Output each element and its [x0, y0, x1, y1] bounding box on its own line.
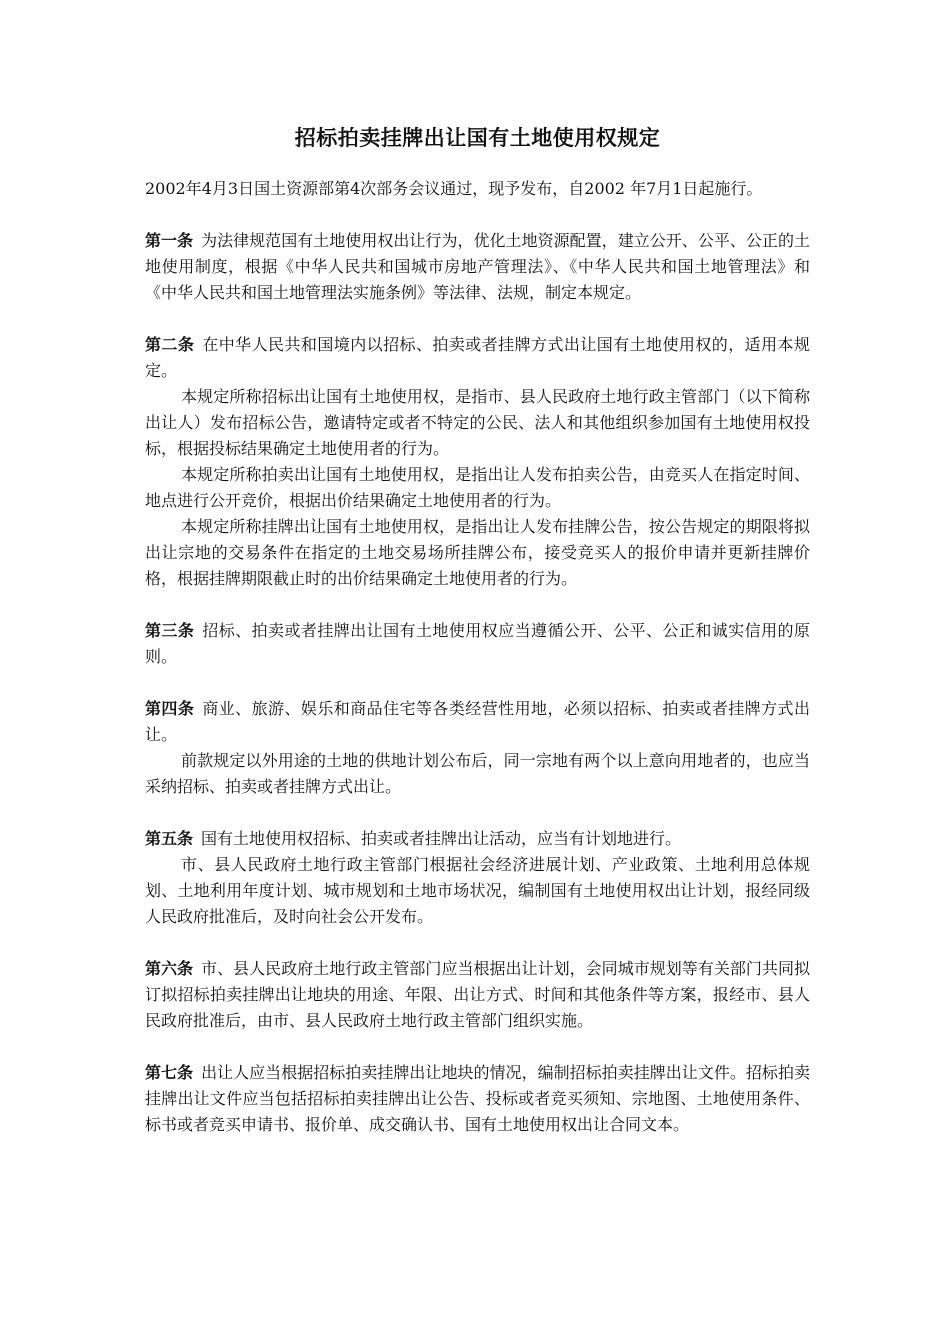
article-4-label: 第四条 — [145, 699, 195, 718]
spacer — [145, 1034, 810, 1060]
spacer — [145, 592, 810, 618]
article-5-label: 第五条 — [145, 829, 194, 848]
spacer — [145, 930, 810, 956]
article-5-text: 国有土地使用权招标、拍卖或者挂牌出让活动，应当有计划地进行。 — [201, 829, 682, 848]
article-7-label: 第七条 — [145, 1063, 194, 1082]
document-page — [145, 118, 810, 1138]
spacer — [145, 306, 810, 332]
spacer — [145, 202, 810, 228]
article-5-paragraph: 市、县人民政府土地行政主管部门根据社会经济进展计划、产业政策、土地利用总体规划、土地利用年度计划、城市规划和土地市场状况，编制国有土地使用权出让计划，报经同级人民政府批准后，及时向社会公开发布。 — [145, 855, 810, 926]
article-7-text: 出让人应当根据招标拍卖挂牌出让地块的情况，编制招标拍卖挂牌出让文件。招标拍卖挂牌出让文件应当包括招标拍卖挂牌出让公告、投标或者竞买须知、宗地图、土地使用条件、标书或者竞买申请书、报价单、成交确认书、国有土地使用权出让合同文本。 — [145, 1063, 810, 1134]
document-title: 招标拍卖挂牌出让国有土地使用权规定 — [294, 126, 661, 150]
article-4-text: 商业、旅游、娱乐和商品住宅等各类经营性用地，必须以招标、拍卖或者挂牌方式出让。 — [145, 699, 810, 744]
article-2-label: 第二条 — [145, 335, 195, 354]
article-4-paragraph: 前款规定以外用途的土地的供地计划公布后，同一宗地有两个以上意向用地者的，也应当采纳招标、拍卖或者挂牌方式出让。 — [145, 751, 810, 796]
article-3-text: 招标、拍卖或者挂牌出让国有土地使用权应当遵循公开、公平、公正和诚实信用的原则。 — [145, 621, 810, 666]
article-2-paragraph: 本规定所称拍卖出让国有土地使用权，是指出让人发布拍卖公告，由竞买人在指定时间、地点进行公开竞价，根据出价结果确定土地使用者的行为。 — [145, 465, 810, 510]
article-6-label: 第六条 — [145, 959, 194, 978]
article-3-label: 第三条 — [145, 621, 195, 640]
article-2-paragraph: 本规定所称招标出让国有土地使用权，是指市、县人民政府土地行政主管部门（以下简称出让人）发布招标公告，邀请特定或者不特定的公民、法人和其他组织参加国有土地使用权投标，根据投标结果确定土地使用者的行为。 — [145, 387, 810, 458]
article-1 — [145, 228, 810, 306]
article-1-text: 为法律规范国有土地使用权出让行为，优化土地资源配置，建立公开、公平、公正的土地使用制度，根据《中华人民共和国城市房地产管理法》、《中华人民共和国土地管理法》和《中华人民共和国土地管理法实施条例》等法律、法规，制定本规定。 — [145, 231, 810, 302]
spacer — [145, 800, 810, 826]
article-6-text: 市、县人民政府土地行政主管部门应当根据出让计划，会同城市规划等有关部门共同拟订拟招标拍卖挂牌出让地块的用途、年限、出让方式、时间和其他条件等方案，报经市、县人民政府批准后，由市、县人民政府土地行政主管部门组织实施。 — [145, 959, 810, 1030]
article-2 — [145, 332, 810, 384]
article-1-label: 第一条 — [145, 231, 194, 250]
preamble: 2002年4月3日国土资源部第4次部务会议通过，现予发布，自2002 年7月1日起施行。 — [145, 179, 763, 198]
spacer — [145, 670, 810, 696]
article-2-text: 在中华人民共和国境内以招标、拍卖或者挂牌方式出让国有土地使用权的，适用本规定。 — [145, 335, 810, 380]
article-3 — [145, 618, 810, 670]
article-4 — [145, 696, 810, 748]
article-2-paragraph: 本规定所称挂牌出让国有土地使用权，是指出让人发布挂牌公告，按公告规定的期限将拟出让宗地的交易条件在指定的土地交易场所挂牌公布，接受竞买人的报价申请并更新挂牌价格，根据挂牌期限截止时的出价结果确定土地使用者的行为。 — [145, 517, 810, 588]
article-5 — [145, 826, 810, 852]
article-6 — [145, 956, 810, 1034]
article-7 — [145, 1060, 810, 1138]
